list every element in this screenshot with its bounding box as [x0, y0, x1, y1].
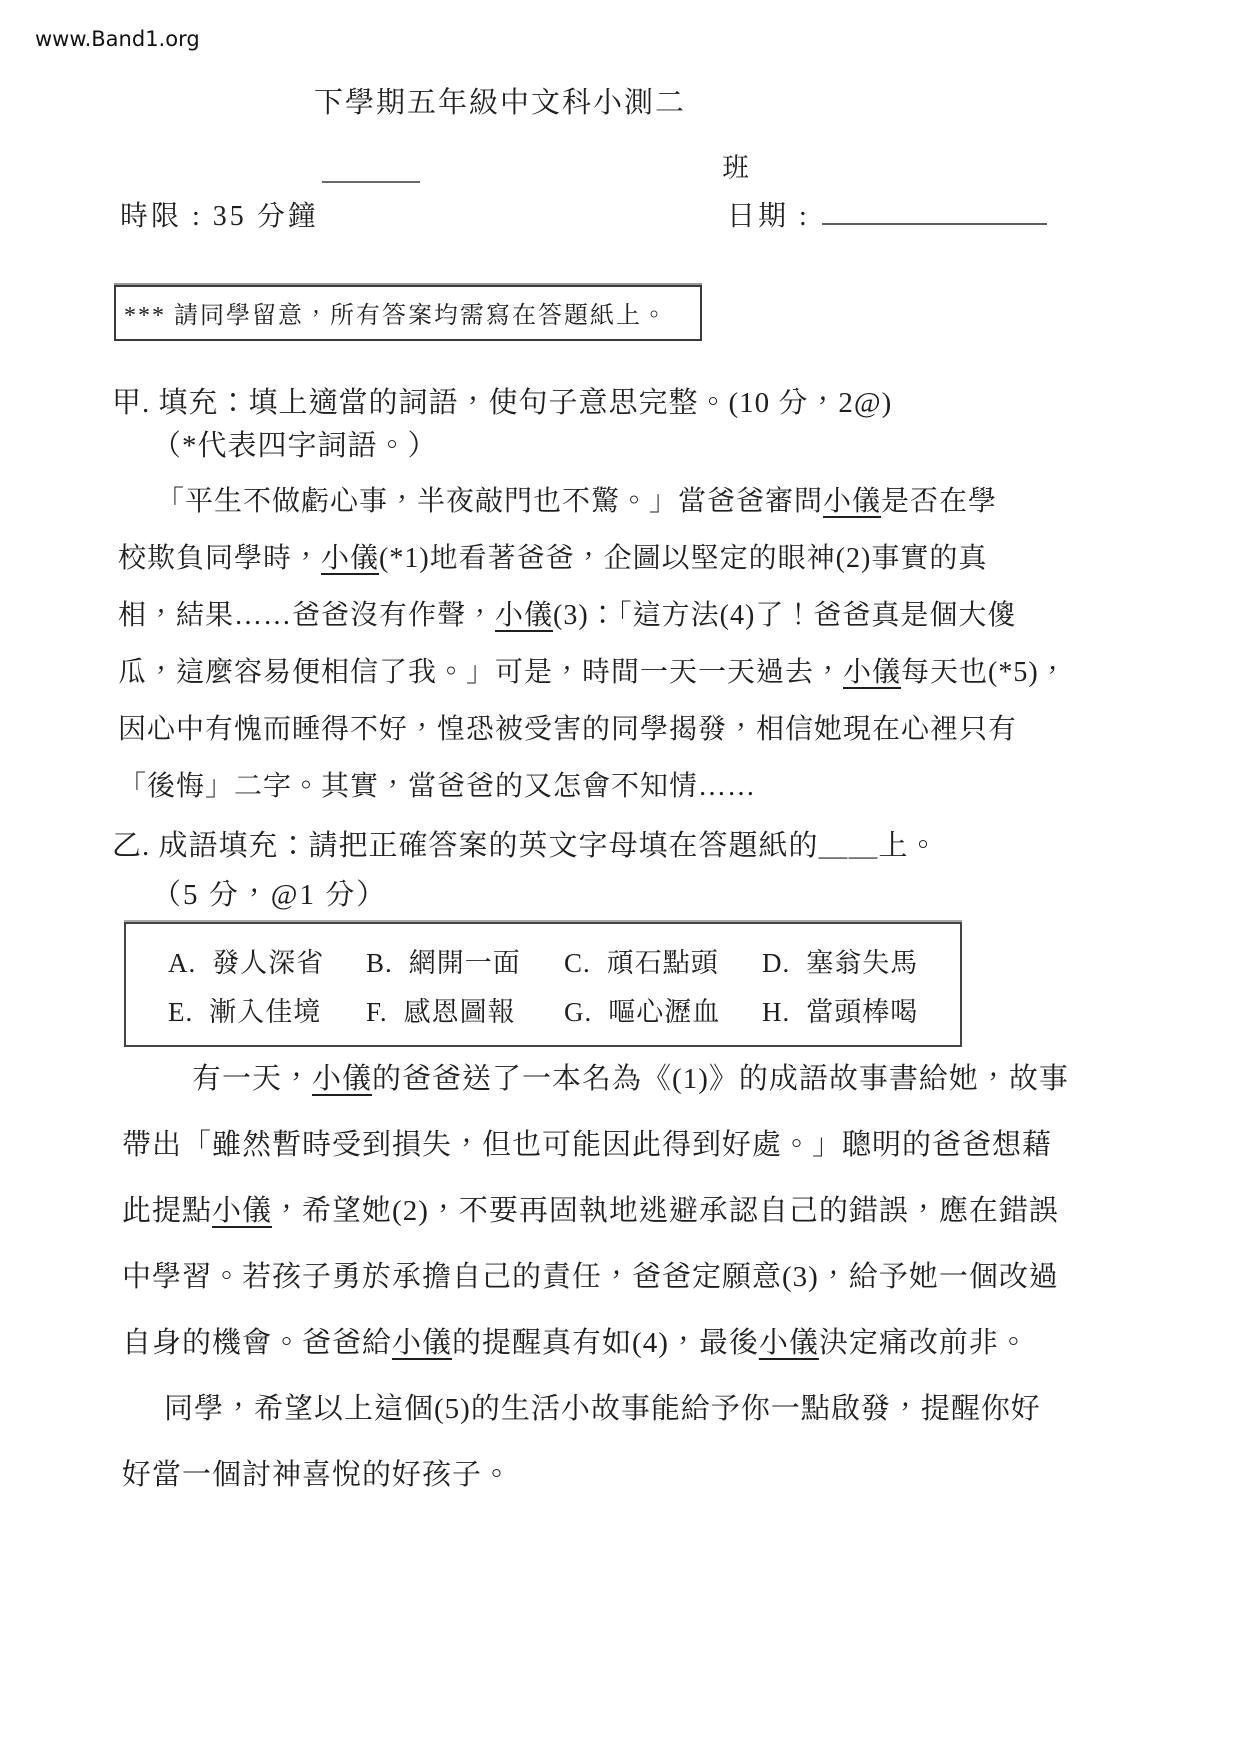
- date-blank-line: [822, 197, 1047, 225]
- option-d: [762, 941, 960, 980]
- part-b-marks: （5 分，@1 分）: [152, 879, 388, 911]
- page-title: 下學期五年級中文科小測二: [314, 87, 687, 119]
- part-a-line: 校欺負同學時，小儀(*1)地看著爸爸，企圖以堅定的眼神(2)事實的真: [118, 543, 988, 574]
- part-a-note: （*代表四字詞語。）: [152, 430, 438, 462]
- option-text: 發人深省: [212, 948, 325, 978]
- options-row: [126, 985, 960, 1045]
- part-a-line: 「後悔」二字。其實，當爸爸的又怎會不知情……: [118, 771, 757, 802]
- time-limit-label: 時限 : 35 分鐘: [120, 201, 319, 232]
- date-row: [727, 194, 1047, 234]
- option-e: [168, 990, 366, 1029]
- part-b-line: 有一天，小儀的爸爸送了一本名為《(1)》的成語故事書給她，故事: [192, 1063, 1069, 1095]
- option-h: [762, 990, 960, 1029]
- option-text: 漸入佳境: [209, 997, 322, 1027]
- part-b-heading: 乙. 成語填充：請把正確答案的英文字母填在答題紙的＿＿上。: [112, 830, 939, 862]
- option-key: B.: [366, 948, 393, 978]
- part-a-line: 因心中有愧而睡得不好，惶恐被受害的同學揭發，相信她現在心裡只有: [118, 714, 1018, 745]
- option-text: 網開一面: [408, 948, 521, 978]
- option-text: 嘔心瀝血: [608, 997, 721, 1027]
- name-blank-line: [322, 181, 420, 183]
- option-key: D.: [762, 948, 791, 978]
- part-b-passage: [122, 1046, 1142, 1508]
- option-text: 塞翁失馬: [806, 948, 919, 978]
- part-b-line: 此提點小儀，希望她(2)，不要再固執地逃避承認自己的錯誤，應在錯誤: [122, 1195, 1059, 1227]
- part-b-line: 帶出「雖然暫時受到損失，但也可能因此得到好處。」聰明的爸爸想藉: [122, 1129, 1053, 1161]
- date-label: 日期 :: [727, 201, 810, 232]
- option-key: A.: [168, 948, 197, 978]
- part-b-line: 同學，希望以上這個(5)的生活小故事能給予你一點啟發，提醒你好: [164, 1393, 1041, 1425]
- part-b-line: 中學習。若孩子勇於承擔自己的責任，爸爸定願意(3)，給予她一個改過: [122, 1261, 1059, 1293]
- option-key: E.: [168, 997, 194, 1027]
- option-c: [564, 941, 762, 980]
- option-g: [564, 990, 762, 1029]
- part-a-paragraph: [118, 473, 1132, 815]
- option-text: 感恩圖報: [403, 997, 516, 1027]
- option-text: 當頭棒喝: [806, 997, 919, 1027]
- option-key: C.: [564, 948, 591, 978]
- part-a-heading: 甲. 填充：填上適當的詞語，使句子意思完整。(10 分，2@): [112, 387, 893, 419]
- option-key: H.: [762, 997, 791, 1027]
- idiom-options-box: [124, 922, 962, 1047]
- option-key: F.: [366, 997, 388, 1027]
- section-part-a: [112, 383, 1132, 815]
- part-b-line: 自身的機會。爸爸給小儀的提醒真有如(4)，最後小儀決定痛改前非。: [122, 1327, 1029, 1359]
- option-b: [366, 941, 564, 980]
- options-row: [126, 924, 960, 985]
- option-f: [366, 990, 564, 1029]
- part-a-line: 相，結果……爸爸沒有作聲，小儀(3)：「這方法(4)了！爸爸真是個大傻: [118, 600, 1017, 631]
- part-b-line: 好當一個討神喜悅的好孩子。: [122, 1459, 513, 1491]
- watermark: www.Band1.org: [35, 27, 200, 51]
- option-a: [168, 941, 366, 980]
- option-text: 頑石點頭: [606, 948, 719, 978]
- notice-box: [114, 285, 702, 341]
- part-a-line: 「平生不做虧心事，半夜敲門也不驚。」當爸爸審問小儀是否在學: [156, 486, 998, 517]
- option-key: G.: [564, 997, 593, 1027]
- class-label: 班: [722, 153, 749, 183]
- notice-text: *** 請同學留意，所有答案均需寫在答題紙上。: [124, 303, 668, 329]
- part-a-line: 瓜，這麼容易便相信了我。」可是，時間一天一天過去，小儀每天也(*5)，: [118, 657, 1068, 688]
